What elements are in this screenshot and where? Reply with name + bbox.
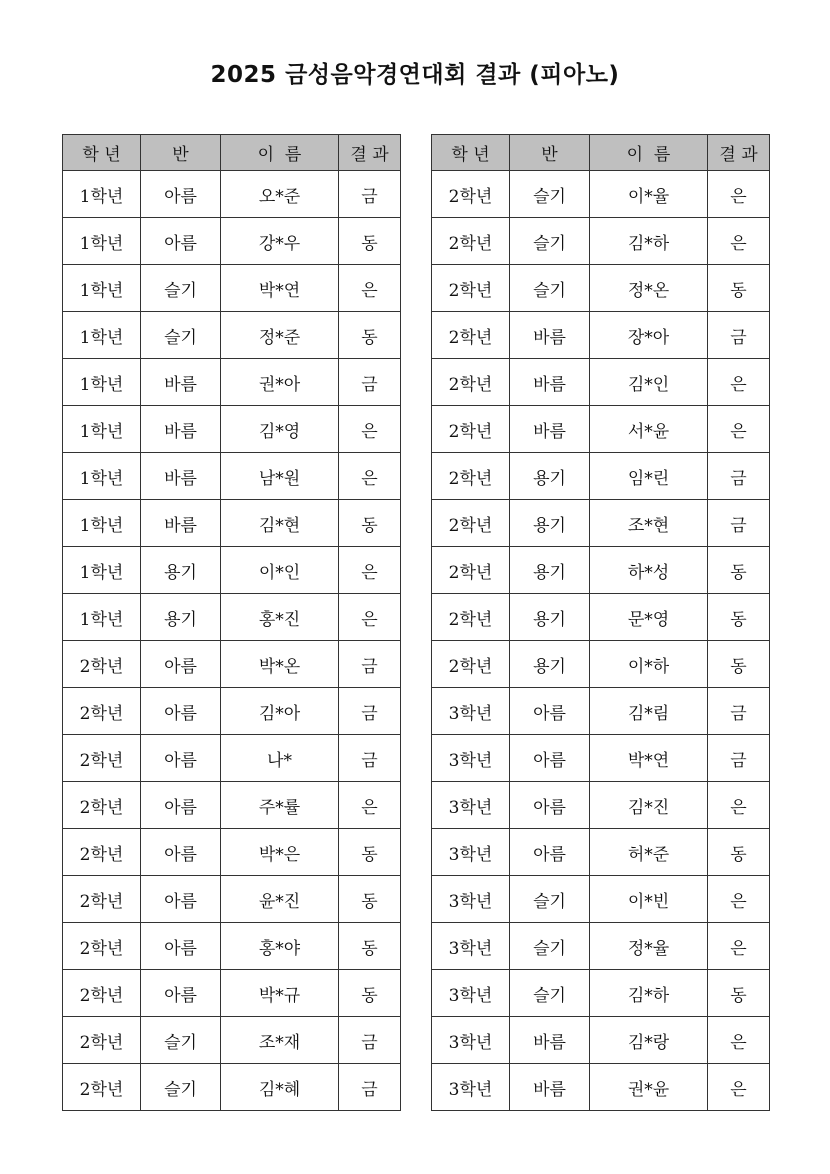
table-row — [63, 782, 401, 829]
class-cell: 아름 — [141, 688, 221, 735]
grade-cell: 2학년 — [432, 453, 510, 500]
result-cell: 은 — [708, 782, 770, 829]
class-cell: 슬기 — [141, 1064, 221, 1111]
results-table-right — [431, 134, 770, 1111]
result-cell: 금 — [339, 171, 401, 218]
table-row — [63, 406, 401, 453]
grade-cell: 2학년 — [432, 171, 510, 218]
result-cell: 동 — [708, 970, 770, 1017]
table-row — [63, 923, 401, 970]
grade-cell: 2학년 — [432, 218, 510, 265]
grade-cell: 2학년 — [63, 923, 141, 970]
header-result: 결 과 — [708, 135, 770, 171]
result-cell: 금 — [708, 688, 770, 735]
grade-cell: 3학년 — [432, 1064, 510, 1111]
grade-cell: 2학년 — [63, 1064, 141, 1111]
grade-cell: 2학년 — [432, 547, 510, 594]
table-row — [432, 500, 770, 547]
result-cell: 금 — [339, 359, 401, 406]
student-name-cell: 홍*진 — [221, 594, 339, 641]
result-cell: 동 — [339, 923, 401, 970]
class-cell: 슬기 — [510, 923, 590, 970]
grade-cell: 2학년 — [432, 406, 510, 453]
class-cell: 아름 — [510, 782, 590, 829]
result-cell: 동 — [339, 218, 401, 265]
student-name-cell: 하*성 — [590, 547, 708, 594]
result-cell: 금 — [708, 312, 770, 359]
table-row — [63, 829, 401, 876]
table-row — [63, 688, 401, 735]
class-cell: 아름 — [141, 970, 221, 1017]
header-row — [63, 135, 401, 171]
header-grade: 학 년 — [432, 135, 510, 171]
result-cell: 동 — [708, 547, 770, 594]
table-row — [63, 500, 401, 547]
result-cell: 금 — [708, 735, 770, 782]
student-name-cell: 이*빈 — [590, 876, 708, 923]
header-grade: 학 년 — [63, 135, 141, 171]
student-name-cell: 김*하 — [590, 218, 708, 265]
grade-cell: 3학년 — [432, 923, 510, 970]
grade-cell: 2학년 — [63, 688, 141, 735]
grade-cell: 2학년 — [63, 1017, 141, 1064]
student-name-cell: 김*현 — [221, 500, 339, 547]
student-name-cell: 정*준 — [221, 312, 339, 359]
class-cell: 바름 — [141, 453, 221, 500]
result-cell: 은 — [339, 453, 401, 500]
result-cell: 은 — [339, 406, 401, 453]
table-row — [432, 218, 770, 265]
class-cell: 바름 — [510, 312, 590, 359]
student-name-cell: 박*온 — [221, 641, 339, 688]
student-name-cell: 조*재 — [221, 1017, 339, 1064]
result-cell: 동 — [339, 876, 401, 923]
result-cell: 은 — [339, 594, 401, 641]
student-name-cell: 권*아 — [221, 359, 339, 406]
result-cell: 동 — [339, 312, 401, 359]
student-name-cell: 김*랑 — [590, 1017, 708, 1064]
grade-cell: 1학년 — [63, 171, 141, 218]
result-cell: 은 — [708, 359, 770, 406]
student-name-cell: 이*율 — [590, 171, 708, 218]
table-row — [63, 641, 401, 688]
student-name-cell: 주*률 — [221, 782, 339, 829]
result-cell: 은 — [708, 406, 770, 453]
grade-cell: 2학년 — [63, 641, 141, 688]
result-cell: 금 — [339, 735, 401, 782]
result-cell: 은 — [708, 923, 770, 970]
class-cell: 용기 — [141, 547, 221, 594]
result-cell: 은 — [339, 265, 401, 312]
result-cell: 동 — [708, 594, 770, 641]
grade-cell: 2학년 — [63, 782, 141, 829]
result-cell: 동 — [339, 970, 401, 1017]
result-cell: 동 — [708, 641, 770, 688]
table-row — [432, 641, 770, 688]
results-table-left — [62, 134, 401, 1111]
student-name-cell: 윤*진 — [221, 876, 339, 923]
class-cell: 용기 — [510, 641, 590, 688]
grade-cell: 2학년 — [432, 500, 510, 547]
student-name-cell: 김*인 — [590, 359, 708, 406]
student-name-cell: 강*우 — [221, 218, 339, 265]
grade-cell: 2학년 — [432, 312, 510, 359]
student-name-cell: 김*아 — [221, 688, 339, 735]
table-row — [432, 1017, 770, 1064]
header-row — [432, 135, 770, 171]
class-cell: 바름 — [141, 500, 221, 547]
class-cell: 슬기 — [510, 265, 590, 312]
class-cell: 아름 — [141, 923, 221, 970]
table-row — [63, 547, 401, 594]
class-cell: 용기 — [510, 500, 590, 547]
grade-cell: 1학년 — [63, 265, 141, 312]
header-class: 반 — [510, 135, 590, 171]
student-name-cell: 장*아 — [590, 312, 708, 359]
grade-cell: 2학년 — [432, 359, 510, 406]
table-row — [432, 171, 770, 218]
class-cell: 아름 — [141, 641, 221, 688]
class-cell: 바름 — [510, 1017, 590, 1064]
page-title: 2025 금성음악경연대회 결과 (피아노) — [210, 62, 620, 88]
class-cell: 바름 — [141, 406, 221, 453]
table-row — [63, 312, 401, 359]
result-cell: 동 — [708, 829, 770, 876]
grade-cell: 1학년 — [63, 547, 141, 594]
grade-cell: 2학년 — [432, 594, 510, 641]
table-row — [432, 453, 770, 500]
result-cell: 은 — [339, 782, 401, 829]
student-name-cell: 김*하 — [590, 970, 708, 1017]
class-cell: 용기 — [141, 594, 221, 641]
class-cell: 아름 — [141, 876, 221, 923]
class-cell: 슬기 — [141, 265, 221, 312]
table-row — [432, 1064, 770, 1111]
student-name-cell: 박*규 — [221, 970, 339, 1017]
table-row — [63, 265, 401, 312]
grade-cell: 1학년 — [63, 453, 141, 500]
result-cell: 금 — [708, 500, 770, 547]
student-name-cell: 박*연 — [590, 735, 708, 782]
table-row — [432, 735, 770, 782]
table-row — [432, 406, 770, 453]
result-cell: 은 — [708, 1064, 770, 1111]
table-row — [63, 218, 401, 265]
class-cell: 바름 — [510, 1064, 590, 1111]
class-cell: 바름 — [510, 359, 590, 406]
grade-cell: 3학년 — [432, 782, 510, 829]
grade-cell: 1학년 — [63, 594, 141, 641]
grade-cell: 1학년 — [63, 359, 141, 406]
class-cell: 아름 — [141, 735, 221, 782]
grade-cell: 2학년 — [63, 735, 141, 782]
table-row — [432, 829, 770, 876]
table-row — [63, 735, 401, 782]
result-cell: 동 — [339, 500, 401, 547]
class-cell: 슬기 — [510, 970, 590, 1017]
result-cell: 동 — [708, 265, 770, 312]
class-cell: 아름 — [141, 782, 221, 829]
student-name-cell: 정*율 — [590, 923, 708, 970]
student-name-cell: 홍*야 — [221, 923, 339, 970]
student-name-cell: 김*영 — [221, 406, 339, 453]
table-row — [63, 1017, 401, 1064]
result-cell: 동 — [339, 829, 401, 876]
result-cell: 금 — [339, 1017, 401, 1064]
class-cell: 아름 — [510, 688, 590, 735]
class-cell: 용기 — [510, 594, 590, 641]
table-row — [63, 970, 401, 1017]
student-name-cell: 문*영 — [590, 594, 708, 641]
class-cell: 용기 — [510, 453, 590, 500]
class-cell: 아름 — [141, 829, 221, 876]
class-cell: 아름 — [510, 829, 590, 876]
header-name: 이 름 — [590, 135, 708, 171]
grade-cell: 3학년 — [432, 1017, 510, 1064]
student-name-cell: 이*하 — [590, 641, 708, 688]
class-cell: 아름 — [510, 735, 590, 782]
student-name-cell: 오*준 — [221, 171, 339, 218]
table-row — [432, 594, 770, 641]
table-row — [432, 359, 770, 406]
grade-cell: 1학년 — [63, 218, 141, 265]
table-row — [63, 359, 401, 406]
grade-cell: 2학년 — [432, 641, 510, 688]
table-row — [63, 453, 401, 500]
result-cell: 은 — [339, 547, 401, 594]
grade-cell: 2학년 — [63, 876, 141, 923]
student-name-cell: 김*진 — [590, 782, 708, 829]
class-cell: 슬기 — [510, 876, 590, 923]
result-cell: 금 — [339, 641, 401, 688]
student-name-cell: 조*현 — [590, 500, 708, 547]
table-row — [63, 171, 401, 218]
class-cell: 바름 — [510, 406, 590, 453]
table-row — [432, 923, 770, 970]
class-cell: 용기 — [510, 547, 590, 594]
class-cell: 슬기 — [141, 1017, 221, 1064]
class-cell: 바름 — [141, 359, 221, 406]
student-name-cell: 서*윤 — [590, 406, 708, 453]
result-cell: 은 — [708, 218, 770, 265]
student-name-cell: 나* — [221, 735, 339, 782]
result-cell: 은 — [708, 876, 770, 923]
table-row — [432, 312, 770, 359]
grade-cell: 3학년 — [432, 876, 510, 923]
grade-cell: 1학년 — [63, 500, 141, 547]
student-name-cell: 김*림 — [590, 688, 708, 735]
grade-cell: 3학년 — [432, 688, 510, 735]
table-row — [63, 594, 401, 641]
result-cell: 은 — [708, 1017, 770, 1064]
result-cell: 금 — [339, 1064, 401, 1111]
grade-cell: 2학년 — [63, 829, 141, 876]
table-row — [432, 782, 770, 829]
student-name-cell: 박*은 — [221, 829, 339, 876]
student-name-cell: 허*준 — [590, 829, 708, 876]
student-name-cell: 남*원 — [221, 453, 339, 500]
grade-cell: 1학년 — [63, 312, 141, 359]
header-result: 결 과 — [339, 135, 401, 171]
student-name-cell: 박*연 — [221, 265, 339, 312]
grade-cell: 3학년 — [432, 735, 510, 782]
class-cell: 아름 — [141, 171, 221, 218]
table-row — [432, 876, 770, 923]
result-cell: 은 — [708, 171, 770, 218]
grade-cell: 3학년 — [432, 970, 510, 1017]
grade-cell: 3학년 — [432, 829, 510, 876]
header-name: 이 름 — [221, 135, 339, 171]
table-row — [432, 547, 770, 594]
class-cell: 슬기 — [510, 171, 590, 218]
header-class: 반 — [141, 135, 221, 171]
table-row — [63, 876, 401, 923]
result-cell: 금 — [339, 688, 401, 735]
class-cell: 슬기 — [510, 218, 590, 265]
student-name-cell: 이*인 — [221, 547, 339, 594]
table-row — [432, 265, 770, 312]
table-row — [432, 688, 770, 735]
grade-cell: 2학년 — [63, 970, 141, 1017]
table-row — [432, 970, 770, 1017]
class-cell: 아름 — [141, 218, 221, 265]
result-cell: 금 — [708, 453, 770, 500]
student-name-cell: 권*윤 — [590, 1064, 708, 1111]
student-name-cell: 김*혜 — [221, 1064, 339, 1111]
class-cell: 슬기 — [141, 312, 221, 359]
table-row — [63, 1064, 401, 1111]
grade-cell: 2학년 — [432, 265, 510, 312]
student-name-cell: 임*린 — [590, 453, 708, 500]
grade-cell: 1학년 — [63, 406, 141, 453]
student-name-cell: 정*온 — [590, 265, 708, 312]
